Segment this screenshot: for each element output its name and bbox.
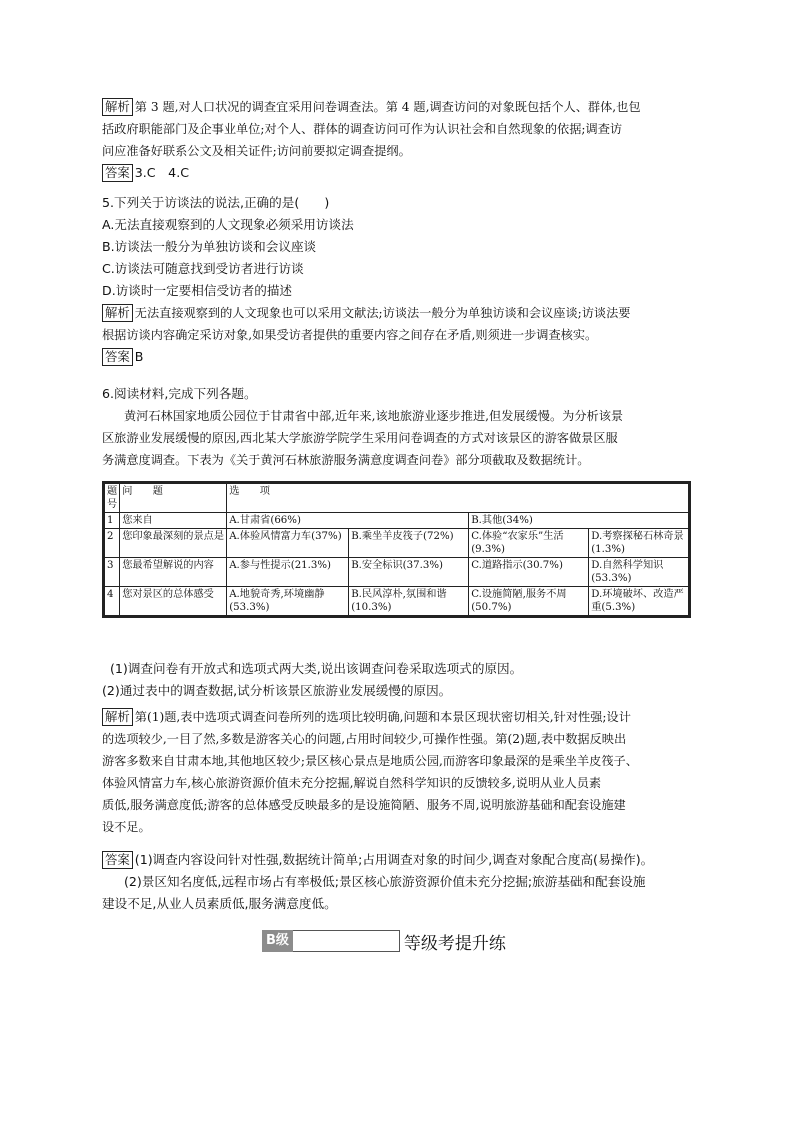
material-line: 区旅游业发展缓慢的原因,西北某大学旅游学院学生采用问卷调查的方式对该景区的游客做景区服 <box>102 431 618 445</box>
analysis-line: 设不足。 <box>102 820 151 834</box>
table-cell: 您来自 <box>120 513 227 529</box>
table-cell: 您印象最深刻的景点是 <box>120 529 227 558</box>
material-line: 黄河石林国家地质公园位于甘肃省中部,近年来,该地旅游业逐步推进,但发展缓慢。为分析该景 <box>124 409 624 423</box>
table-cell: D.自然科学知识(53.3%) <box>589 558 690 587</box>
analysis-tag: 解析 <box>102 98 133 116</box>
sub-question-2: (2)通过表中的调查数据,试分析该景区旅游业发展缓慢的原因。 <box>102 683 452 698</box>
table-row <box>104 558 690 587</box>
option-d: D.访谈时一定要相信受访者的描述 <box>102 283 293 298</box>
question-5 <box>102 192 692 368</box>
analysis-line: 无法直接观察到的人文现象也可以采用文献法;访谈法一般分为单独访谈和会议座谈;访谈法要 <box>134 306 631 320</box>
material-line: 务满意度调查。下表为《关于黄河石林旅游服务满意度调查问卷》部分项截取及数据统计。 <box>102 453 590 467</box>
question-6-tasks <box>102 658 692 702</box>
table-cell: A.体验风情富力车(37%) <box>227 529 349 558</box>
survey-table <box>102 481 691 618</box>
table-cell: B.其他(34%) <box>469 513 690 529</box>
question-6 <box>102 383 692 471</box>
answer-line: (2)景区知名度低,远程市场占有率极低;景区核心旅游资源价值未充分挖掘;旅游基础和配套设施 <box>124 874 646 889</box>
q6-analysis <box>102 706 692 838</box>
answer-tag: 答案 <box>102 851 133 869</box>
section-heading <box>262 930 506 952</box>
table-row <box>104 529 690 558</box>
answer-tag: 答案 <box>102 164 133 182</box>
analysis-line: 体验风情富力车,核心旅游资源价值未充分挖掘,解说自然科学知识的反馈较多,说明从业人员素 <box>102 776 602 790</box>
option-b: B.访谈法一般分为单独访谈和会议座谈 <box>102 239 317 254</box>
table-cell: 3 <box>104 558 120 587</box>
analysis-tag: 解析 <box>102 708 133 726</box>
table-cell: 您最希望解说的内容 <box>120 558 227 587</box>
answer-line: 建设不足,从业人员素质低,服务满意度低。 <box>102 896 337 911</box>
answer-line: (1)调查内容设问针对性强,数据统计简单;占用调查对象的时间少,调查对象配合度高(易操作)。 <box>134 852 654 867</box>
q6-answer <box>102 849 692 915</box>
table-row <box>104 513 690 529</box>
table-header-cell: 选 项 <box>227 483 690 513</box>
table-header-cell: 问 题 <box>120 483 227 513</box>
analysis-line: 游客多数来自甘肃本地,其他地区较少;景区核心景点是地质公园,而游客印象最深的是乘坐羊皮筏子、 <box>102 754 638 768</box>
analysis-tag: 解析 <box>102 304 133 322</box>
table-cell: D.环境破坏、改造严重(5.3%) <box>589 587 690 617</box>
table-cell: C.体验“农家乐”生活(9.3%) <box>469 529 589 558</box>
table-cell: A.地貌奇秀,环境幽静(53.3%) <box>227 587 349 617</box>
sub-question-1: (1)调查问卷有开放式和选项式两大类,说出该调查问卷采取选项式的原因。 <box>110 661 523 676</box>
analysis-line: 第(1)题,表中选项式调查问卷所列的选项比较明确,问题和本景区现状密切相关,针对性强;设计 <box>134 710 631 724</box>
option-c: C.访谈法可随意找到受访者进行访谈 <box>102 261 304 276</box>
analysis-line: 的选项较少,一目了然,多数是游客关心的问题,占用时间较少,可操作性强。第(2)题,表中数据反映出 <box>102 732 627 746</box>
analysis-line: 根据访谈内容确定采访对象,如果受访者提供的重要内容之间存在矛盾,则须进一步调查核实。 <box>102 328 598 342</box>
table-header-row <box>104 483 690 513</box>
table-cell: A.甘肃省(66%) <box>227 513 469 529</box>
analysis-line: 问应准备好联系公文及相关证件;访问前要拟定调查提纲。 <box>102 144 411 158</box>
table-cell: 4 <box>104 587 120 617</box>
section-title: 等级考提升练 <box>403 933 506 954</box>
table-cell: B.乘坐羊皮筏子(72%) <box>349 529 469 558</box>
answer-text: 3.C 4.C <box>134 165 189 180</box>
table-cell: 2 <box>104 529 120 558</box>
table-header-cell: 题号 <box>104 483 120 513</box>
analysis-line: 括政府职能部门及企事业单位;对个人、群体的调查访问可作为认识社会和自然现象的依据;调查访 <box>102 122 623 136</box>
grade-underline-box <box>293 930 400 952</box>
table-row <box>104 587 690 617</box>
table-cell: D.考察探秘石林奇景(1.3%) <box>589 529 690 558</box>
table-cell: 您对景区的总体感受 <box>120 587 227 617</box>
table-cell: C.设施简陋,服务不周(50.7%) <box>469 587 589 617</box>
question-stem: 5.下列关于访谈法的说法,正确的是( ) <box>102 195 330 210</box>
table-cell: B.安全标识(37.3%) <box>349 558 469 587</box>
grade-badge: B级 <box>262 930 293 952</box>
analysis-line: 第 3 题,对人口状况的调查宜采用问卷调查法。第 4 题,调查访问的对象既包括个人、群体,也包 <box>134 100 641 114</box>
analysis-line: 质低,服务满意度低;游客的总体感受反映最多的是设施简陋、服务不周,说明旅游基础和配套设施建 <box>102 798 626 812</box>
table-cell: B.民风淳朴,氛围和谐(10.3%) <box>349 587 469 617</box>
table-cell: 1 <box>104 513 120 529</box>
q34-analysis <box>102 96 692 184</box>
table-cell: C.道路指示(30.7%) <box>469 558 589 587</box>
question-stem: 6.阅读材料,完成下列各题。 <box>102 386 257 401</box>
table-cell: A.参与性提示(21.3%) <box>227 558 349 587</box>
answer-text: B <box>134 349 144 364</box>
option-a: A.无法直接观察到的人文现象必须采用访谈法 <box>102 217 354 232</box>
answer-tag: 答案 <box>102 348 133 366</box>
